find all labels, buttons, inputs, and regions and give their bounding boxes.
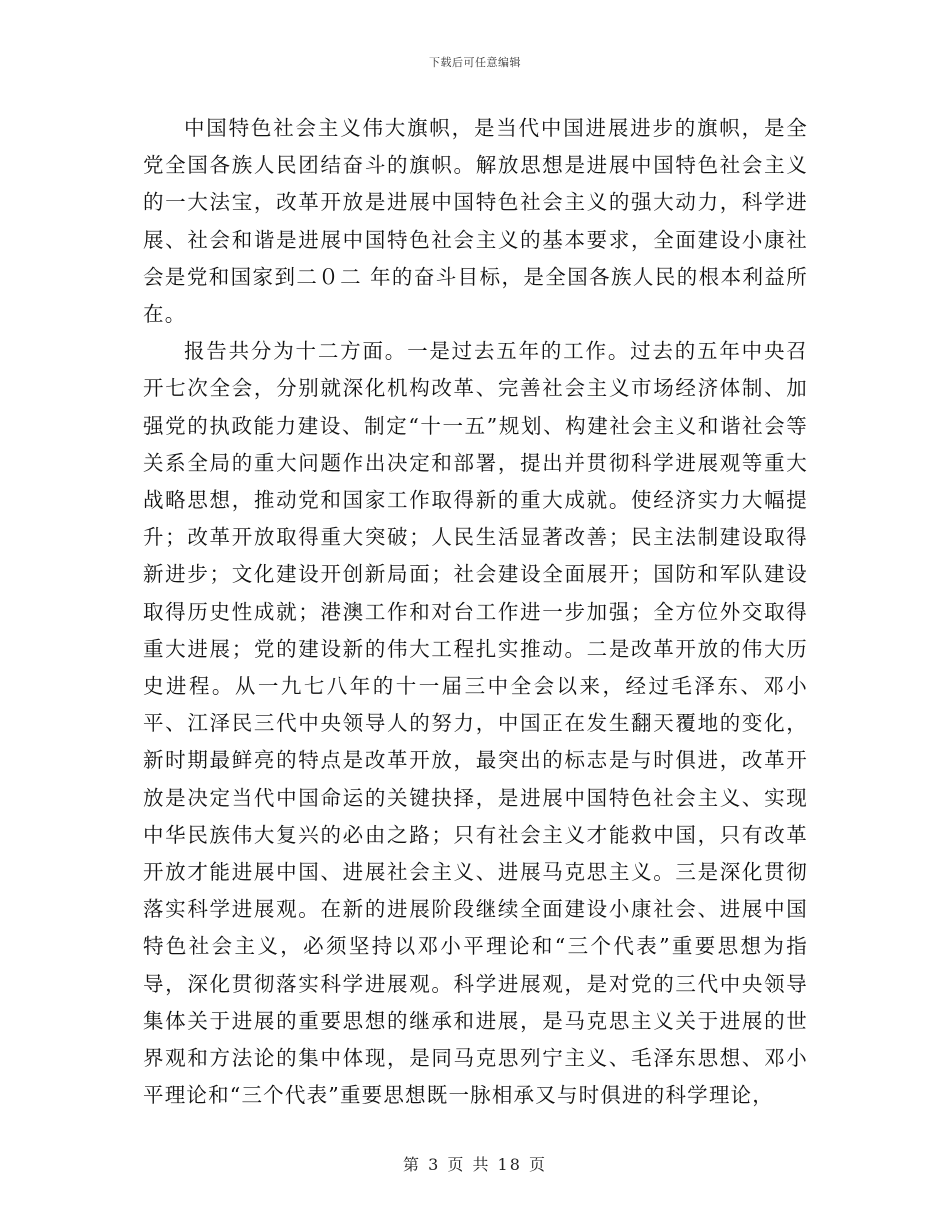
document-body <box>143 110 808 1114</box>
paragraph-1: 中国特色社会主义伟大旗帜，是当代中国进展进步的旗帜，是全党全国各族人民团结奋斗的旗帜。解放思想是进展中国特色社会主义的一大法宝，改革开放是进展中国特色社会主义的强大动力，科学进展、社会和谐是进展中国特色社会主义的基本要求，全面建设小康社会是党和国家到二０二 年的奋斗目标，是全国各族人民的根本利益所在。 <box>143 116 808 327</box>
paragraph-2: 报告共分为十二方面。一是过去五年的工作。过去的五年中央召开七次全会，分别就深化机构改革、完善社会主义市场经济体制、加强党的执政能力建设、制定“十一五”规划、构建社会主义和谐社会等关系全局的重大问题作出决定和部署，提出并贯彻科学进展观等重大战略思想，推动党和国家工作取得新的重大成就。使经济实力大幅提升；改革开放取得重大突破；人民生活显著改善；民主法制建设取得新进步；文化建设开创新局面；社会建设全面展开；国防和军队建设取得历史性成就；港澳工作和对台工作进一步加强；全方位外交取得重大进展；党的建设新的伟大工程扎实推动。二是改革开放的伟大历史进程。从一九七八年的十一届三中全会以来，经过毛泽东、邓小平、江泽民三代中央领导人的努力，中国正在发生翻天覆地的变化，新时期最鲜亮的特点是改革开放，最突出的标志是与时俱进，改革开放是决定当代中国命运的关键抉择，是进展中国特色社会主义、实现中华民族伟大复兴的必由之路；只有社会主义才能救中国，只有改革开放才能进展中国、进展社会主义、进展马克思主义。三是深化贯彻落实科学进展观。在新的进展阶段继续全面建设小康社会、进展中国特色社会主义，必须坚持以邓小平理论和“三个代表”重要思想为指导，深化贯彻落实科学进展观。科学进展观，是对党的三代中央领导集体关于进展的重要思想的继承和进展，是马克思主义关于进展的世界观和方法论的集中体现，是同马克思列宁主义、毛泽东思想、邓小平理论和“三个代表”重要思想既一脉相承又与时俱进的科学理论， <box>143 339 808 1108</box>
page-header: 下载后可任意编辑 <box>429 56 521 69</box>
page-footer: 第 3 页 共 18 页 <box>403 1155 547 1174</box>
